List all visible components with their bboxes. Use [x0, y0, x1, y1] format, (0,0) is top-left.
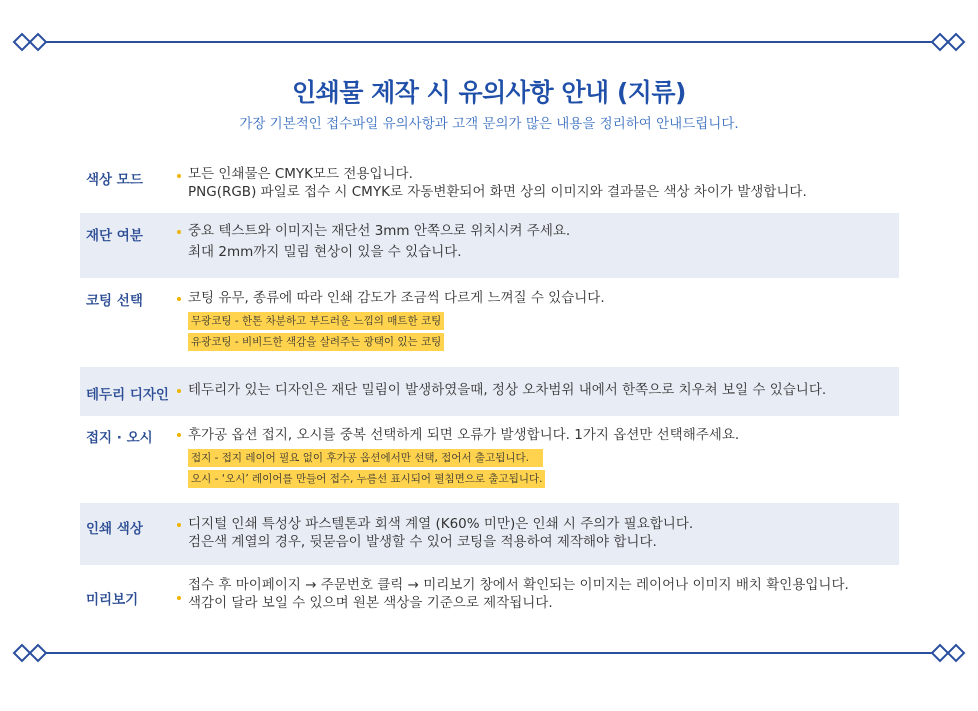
highlight-note: 접지 - 접지 레이어 필요 없이 후가공 옵션에서만 선택, 접어서 출고됩니다.	[188, 449, 543, 467]
row-label: 코팅 선택	[86, 293, 143, 309]
row-label: 인쇄 색상	[86, 521, 143, 537]
bullet-icon	[177, 523, 181, 527]
notice-row-preview	[80, 570, 899, 620]
highlight-note: 오시 - ‘오시’ 레이어를 만들어 접수, 누름선 표시되어 펼침면으로 출고됩니다.	[188, 470, 545, 488]
row-content	[188, 426, 739, 488]
row-label: 테두리 디자인	[86, 387, 169, 403]
highlight-note: 무광코팅 - 한톤 차분하고 부드러운 느낌의 매트한 코팅	[188, 312, 444, 330]
content-line: 테두리가 있는 디자인은 재단 밀림이 발생하였을때, 정상 오차범위 내에서 한쪽으로 치우쳐 보일 수 있습니다.	[188, 382, 827, 398]
content-line: 접수 후 마이페이지 → 주문번호 클릭 → 미리보기 창에서 확인되는 이미지는 레이어나 이미지 배치 확인용입니다.	[188, 577, 849, 593]
row-content	[188, 222, 570, 261]
row-content	[188, 576, 849, 612]
notice-row-bleed	[80, 213, 899, 278]
row-label: 접지 · 오시	[86, 430, 153, 446]
row-content	[188, 381, 826, 399]
top-ornament-divider	[0, 30, 978, 54]
bullet-icon	[177, 389, 181, 393]
content-line: 후가공 옵션 접지, 오시를 중복 선택하게 되면 오류가 발생합니다. 1가지 옵션만 선택해주세요.	[188, 427, 740, 443]
content-line: 중요 텍스트와 이미지는 재단선 3mm 안쪽으로 위치시켜 주세요.	[188, 223, 571, 239]
row-label: 색상 모드	[86, 172, 143, 188]
content-line: 디지털 인쇄 특성상 파스텔톤과 회색 계열 (K60% 미만)은 인쇄 시 주의가 필요합니다.	[188, 516, 694, 532]
content-line: PNG(RGB) 파일로 접수 시 CMYK로 자동변환되어 화면 상의 이미지와 결과물은 색상 차이가 발생합니다.	[188, 184, 807, 200]
bullet-icon	[177, 433, 181, 437]
content-line: 모든 인쇄물은 CMYK모드 전용입니다.	[188, 166, 413, 182]
bullet-icon	[177, 297, 181, 301]
content-line: 코팅 유무, 종류에 따라 인쇄 감도가 조금씩 다르게 느껴질 수 있습니다.	[188, 290, 605, 306]
notice-row-coating	[80, 281, 899, 361]
content-line: 최대 2mm까지 밀림 현상이 있을 수 있습니다.	[188, 244, 462, 260]
bullet-icon	[177, 230, 181, 234]
content-line: 색감이 달라 보일 수 있으며 원본 색상을 기준으로 제작됩니다.	[188, 595, 553, 611]
notice-row-color-mode	[80, 160, 899, 206]
page-subtitle: 가장 기본적인 접수파일 유의사항과 고객 문의가 많은 내용을 정리하여 안내드립니다.	[239, 116, 739, 132]
content-line: 검은색 계열의 경우, 뒷묻음이 발생할 수 있어 코팅을 적용하여 제작해야 합니다.	[188, 534, 657, 550]
notice-row-border-design	[80, 367, 899, 416]
bullet-icon	[177, 174, 181, 178]
highlight-note: 유광코팅 - 비비드한 색감을 살려주는 광택이 있는 코팅	[188, 333, 444, 351]
page-title: 인쇄물 제작 시 유의사항 안내 (지류)	[292, 78, 686, 107]
row-label: 미리보기	[86, 592, 139, 608]
bullet-icon	[177, 596, 181, 600]
bottom-ornament-divider	[0, 641, 978, 665]
row-content	[188, 165, 807, 201]
row-content	[188, 515, 693, 551]
notice-row-print-color	[80, 503, 899, 565]
row-content	[188, 289, 605, 351]
row-label: 재단 여분	[86, 228, 143, 244]
notice-row-fold-crease	[80, 420, 899, 500]
